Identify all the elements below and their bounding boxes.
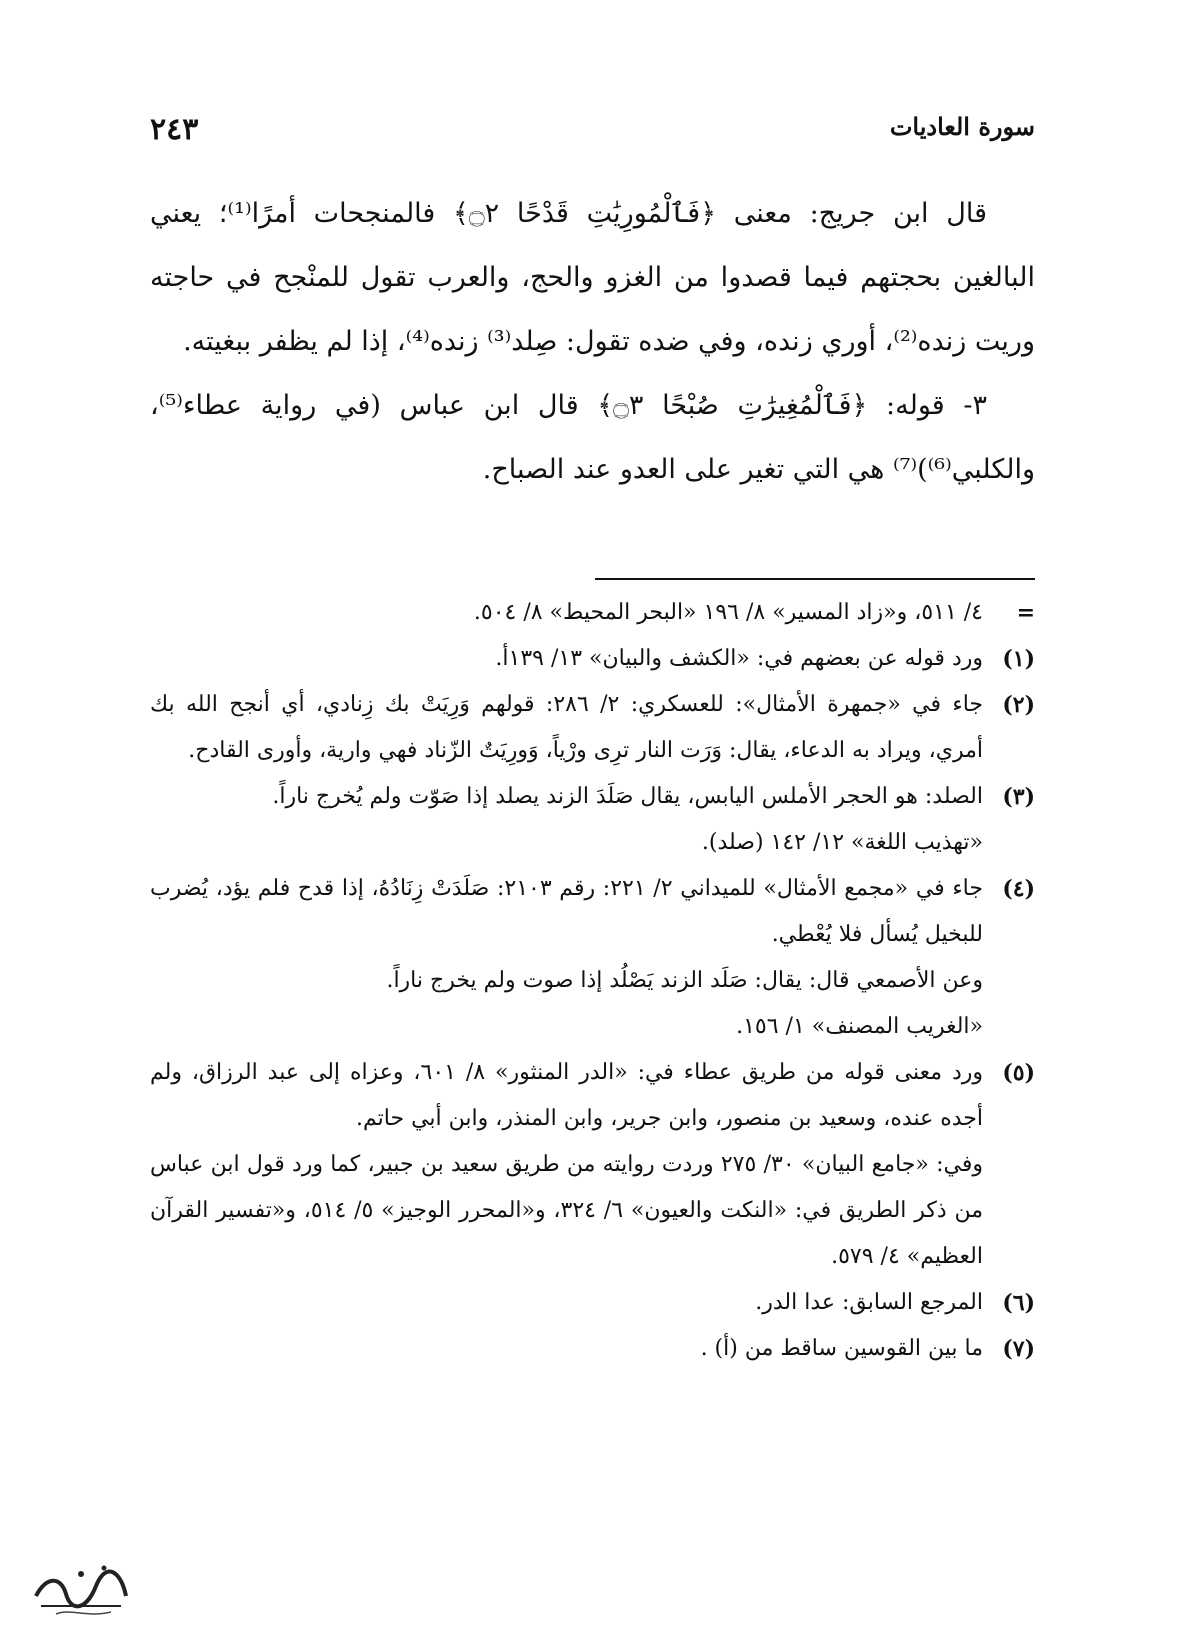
footnote-number: (٣) [1002, 784, 1035, 810]
footnote-line: وفي: «جامع البيان» ٣٠/ ٢٧٥ وردت روايته من طريق سعيد بن جبير، كما ورد قول ابن عباس من ذكر الطريق في: «النكت والعيون» ٦/ ٣٢٤، و«المحرر الوجيز» ٥/ ٥١٤، و«تفسير القرآن العظيم» ٤/ ٥٧٩. [150, 1152, 983, 1269]
paragraph-2: ٣- قوله: ﴿فَٱلْمُغِيرَٰتِ صُبْحًا ۝٣﴾ قال ابن عباس (في رواية عطاء⁽⁵⁾، والكلبي⁽⁶⁾)⁽⁷⁾ هي التي تغير على العدو عند الصباح. [150, 390, 1035, 485]
footnote-text [150, 682, 983, 774]
footnote-line: وعن الأصمعي قال: يقال: صَلَد الزند يَصْلُد إذا صوت ولم يخرج ناراً. [386, 968, 983, 993]
footnote-line: ورد معنى قوله من طريق عطاء في: «الدر المنثور» ٨/ ٦٠١، وعزاه إلى عبد الرزاق، ولم أجده عنده، وسعيد بن منصور، وابن جرير، وابن المنذر، وابن أبي حاتم. [150, 1060, 983, 1131]
footnote [150, 1050, 1035, 1280]
footnote-line: ٤/ ٥١١، و«زاد المسير» ٨/ ١٩٦ «البحر المحيط» ٨/ ٥٠٤. [473, 600, 983, 625]
footnote-number: (٤) [1002, 876, 1035, 902]
footnote [150, 1280, 1035, 1326]
footnote-text [150, 774, 983, 866]
footnote-line: «تهذيب اللغة» ١٢/ ١٤٢ (صلد). [701, 830, 983, 855]
footnote-number: (١) [1002, 646, 1035, 672]
footnote-line: ورد قوله عن بعضهم في: «الكشف والبيان» ١٣/ ١٣٩أ. [495, 646, 983, 671]
footnote-line: جاء في «مجمع الأمثال» للميداني ٢/ ٢٢١: رقم ٢١٠٣: صَلَدَتْ زِنَادُهُ، إذا قدح فلم يؤد، يُضرب للبخيل يُسأل فلا يُعْطي. [150, 876, 983, 947]
footnote-line: ما بين القوسين ساقط من (أ) . [700, 1336, 983, 1361]
main-text [150, 182, 1035, 502]
footnote-number: (٢) [1002, 692, 1035, 718]
footnote-line: «الغريب المصنف» ١/ ١٥٦. [736, 1014, 983, 1039]
footnote-divider [595, 578, 1035, 580]
footnote-line: المرجع السابق: عدا الدر. [755, 1290, 983, 1315]
footnote-text [150, 866, 983, 1050]
footnote-number: = [1016, 600, 1035, 626]
page-number: ٢٤٣ [150, 112, 199, 147]
running-title: سورة العاديات [889, 112, 1035, 141]
footnote-text [150, 1326, 983, 1372]
footnote-text [150, 1050, 983, 1280]
footnote [150, 866, 1035, 1050]
footnote-text [150, 590, 983, 636]
publisher-logo [26, 1556, 136, 1626]
footnote [150, 636, 1035, 682]
footnote [150, 682, 1035, 774]
footnote-number: (٥) [1002, 1060, 1035, 1086]
footnotes [150, 590, 1035, 1372]
footnote-number: (٦) [1002, 1290, 1035, 1316]
footnote [150, 774, 1035, 866]
footnote-number: (٧) [1002, 1336, 1035, 1362]
footnote [150, 1326, 1035, 1372]
footnote [150, 590, 1035, 636]
paragraph-1: قال ابن جريج: معنى ﴿فَٱلْمُورِيَٰتِ قَدْحًا ۝٢﴾ فالمنجحات أمرًا⁽¹⁾؛ يعني البالغين بحجتهم فيما قصدوا من الغزو والحج، والعرب تقول للمنْجح في حاجته وريت زنده⁽²⁾، أوري زنده، وفي ضده تقول: صِلد⁽³⁾ زنده⁽⁴⁾، إذا لم يظفر ببغيته. [150, 198, 1035, 357]
footnote-line: الصلد: هو الحجر الأملس اليابس، يقال صَلَدَ الزند يصلد إذا صَوّت ولم يُخرج ناراً. [272, 784, 983, 809]
page-header [150, 112, 1035, 152]
footnote-text [150, 636, 983, 682]
footnote-text [150, 1280, 983, 1326]
footnote-line: جاء في «جمهرة الأمثال»: للعسكري: ٢/ ٢٨٦: قولهم وَرِيَتْ بك زِنادي، أي أنجح الله بك أمري، ويراد به الدعاء، يقال: وَرَت النار ترِى ورْياً، وَورِيَتٌ الزّناد فهي وارية، وأورى القادح. [150, 692, 983, 763]
